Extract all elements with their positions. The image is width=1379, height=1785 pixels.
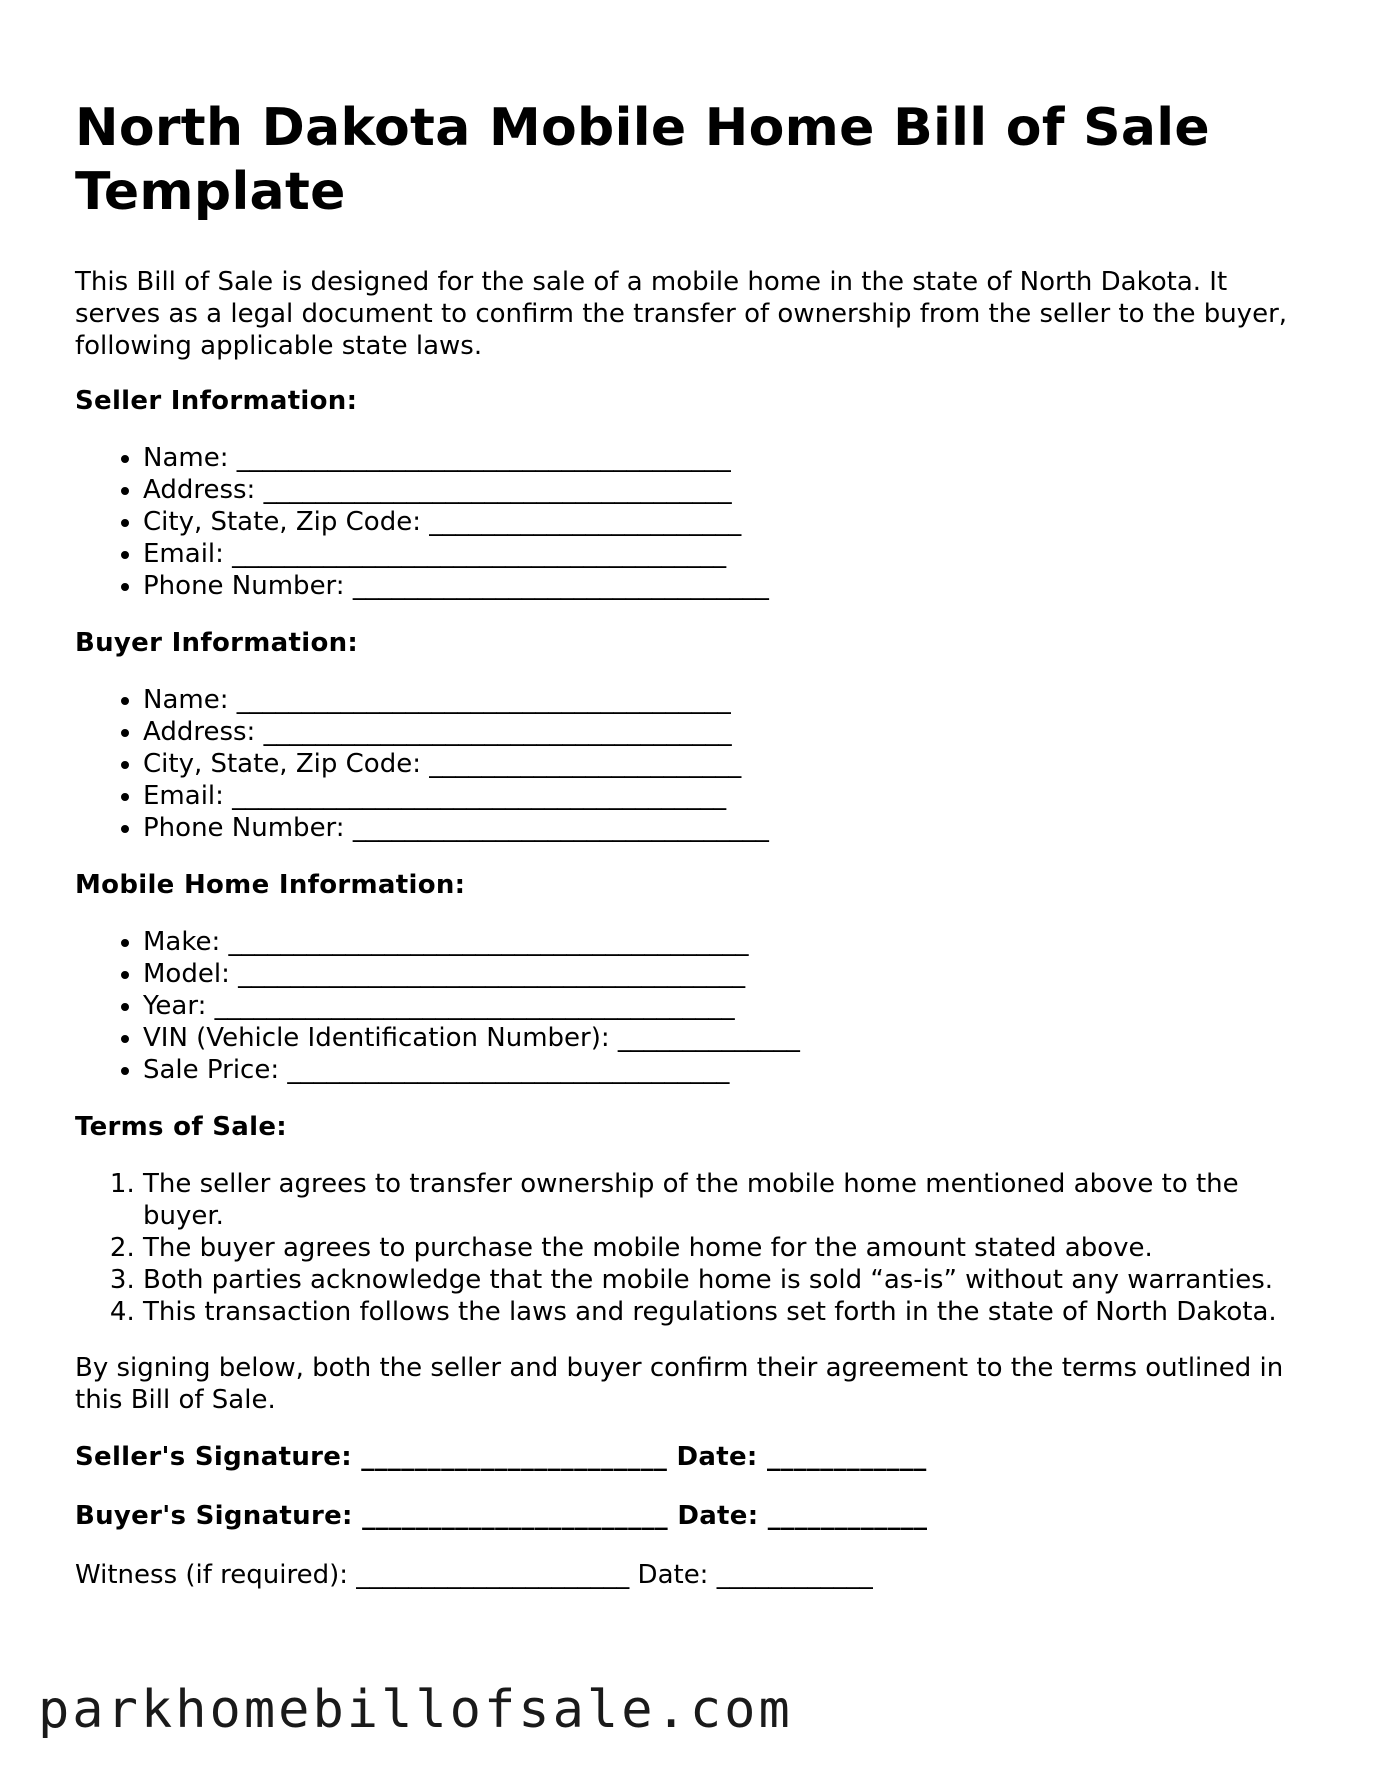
home-price-field: • Sale Price: __________________________________ bbox=[143, 1054, 1315, 1086]
buyer-email-field: • Email: ______________________________________ bbox=[143, 780, 1315, 812]
seller-field-list bbox=[75, 442, 1315, 602]
home-model-field: • Model: _______________________________________ bbox=[143, 958, 1315, 990]
seller-name-field: • Name: ______________________________________ bbox=[143, 442, 1315, 474]
home-heading: Mobile Home Information: bbox=[75, 870, 466, 900]
home-field-list bbox=[75, 926, 1315, 1086]
witness-signature-line: Witness (if required): _____________________ Date: ____________ bbox=[75, 1560, 873, 1590]
seller-signature-line: Seller's Signature: _______________________ Date: ____________ bbox=[75, 1442, 927, 1472]
home-make-field: • Make: ________________________________________ bbox=[143, 926, 1315, 958]
terms-item: 2. The buyer agrees to purchase the mobile home for the amount stated above. bbox=[143, 1232, 1315, 1264]
buyer-city-field: • City, State, Zip Code: ________________________ bbox=[143, 748, 1315, 780]
home-year-field: • Year: ________________________________________ bbox=[143, 990, 1315, 1022]
home-vin-field: • VIN (Vehicle Identification Number): ______________ bbox=[143, 1022, 1315, 1054]
seller-heading: Seller Information: bbox=[75, 386, 358, 416]
buyer-heading: Buyer Information: bbox=[75, 628, 359, 658]
terms-heading: Terms of Sale: bbox=[75, 1112, 287, 1142]
buyer-name-field: • Name: ______________________________________ bbox=[143, 684, 1315, 716]
buyer-field-list bbox=[75, 684, 1315, 844]
site-watermark: parkhomebillofsale.com bbox=[38, 1680, 793, 1740]
seller-address-field: • Address: ____________________________________ bbox=[143, 474, 1315, 506]
terms-item: 3. Both parties acknowledge that the mobile home is sold “as-is” without any warranties. bbox=[143, 1264, 1315, 1296]
buyer-address-field: • Address: ____________________________________ bbox=[143, 716, 1315, 748]
document-title: North Dakota Mobile Home Bill of Sale Template bbox=[75, 98, 1210, 222]
seller-email-field: • Email: ______________________________________ bbox=[143, 538, 1315, 570]
intro-paragraph: This Bill of Sale is designed for the sale of a mobile home in the state of North Dakota. It serves as a legal document to confirm the transfer of ownership from the seller to the buyer, following applicable state laws. bbox=[75, 267, 1288, 361]
buyer-phone-field: • Phone Number: ________________________________ bbox=[143, 812, 1315, 844]
seller-city-field: • City, State, Zip Code: ________________________ bbox=[143, 506, 1315, 538]
buyer-signature-line: Buyer's Signature: _______________________ Date: ____________ bbox=[75, 1501, 928, 1531]
terms-list bbox=[75, 1168, 1315, 1328]
document-page bbox=[75, 96, 1315, 1617]
seller-phone-field: • Phone Number: ________________________________ bbox=[143, 570, 1315, 602]
confirmation-paragraph: By signing below, both the seller and buyer confirm their agreement to the terms outlined in this Bill of Sale. bbox=[75, 1353, 1284, 1415]
terms-item: 1. The seller agrees to transfer ownership of the mobile home mentioned above to the buyer. bbox=[143, 1168, 1315, 1232]
terms-item: 4. This transaction follows the laws and regulations set forth in the state of North Dakota. bbox=[143, 1296, 1315, 1328]
